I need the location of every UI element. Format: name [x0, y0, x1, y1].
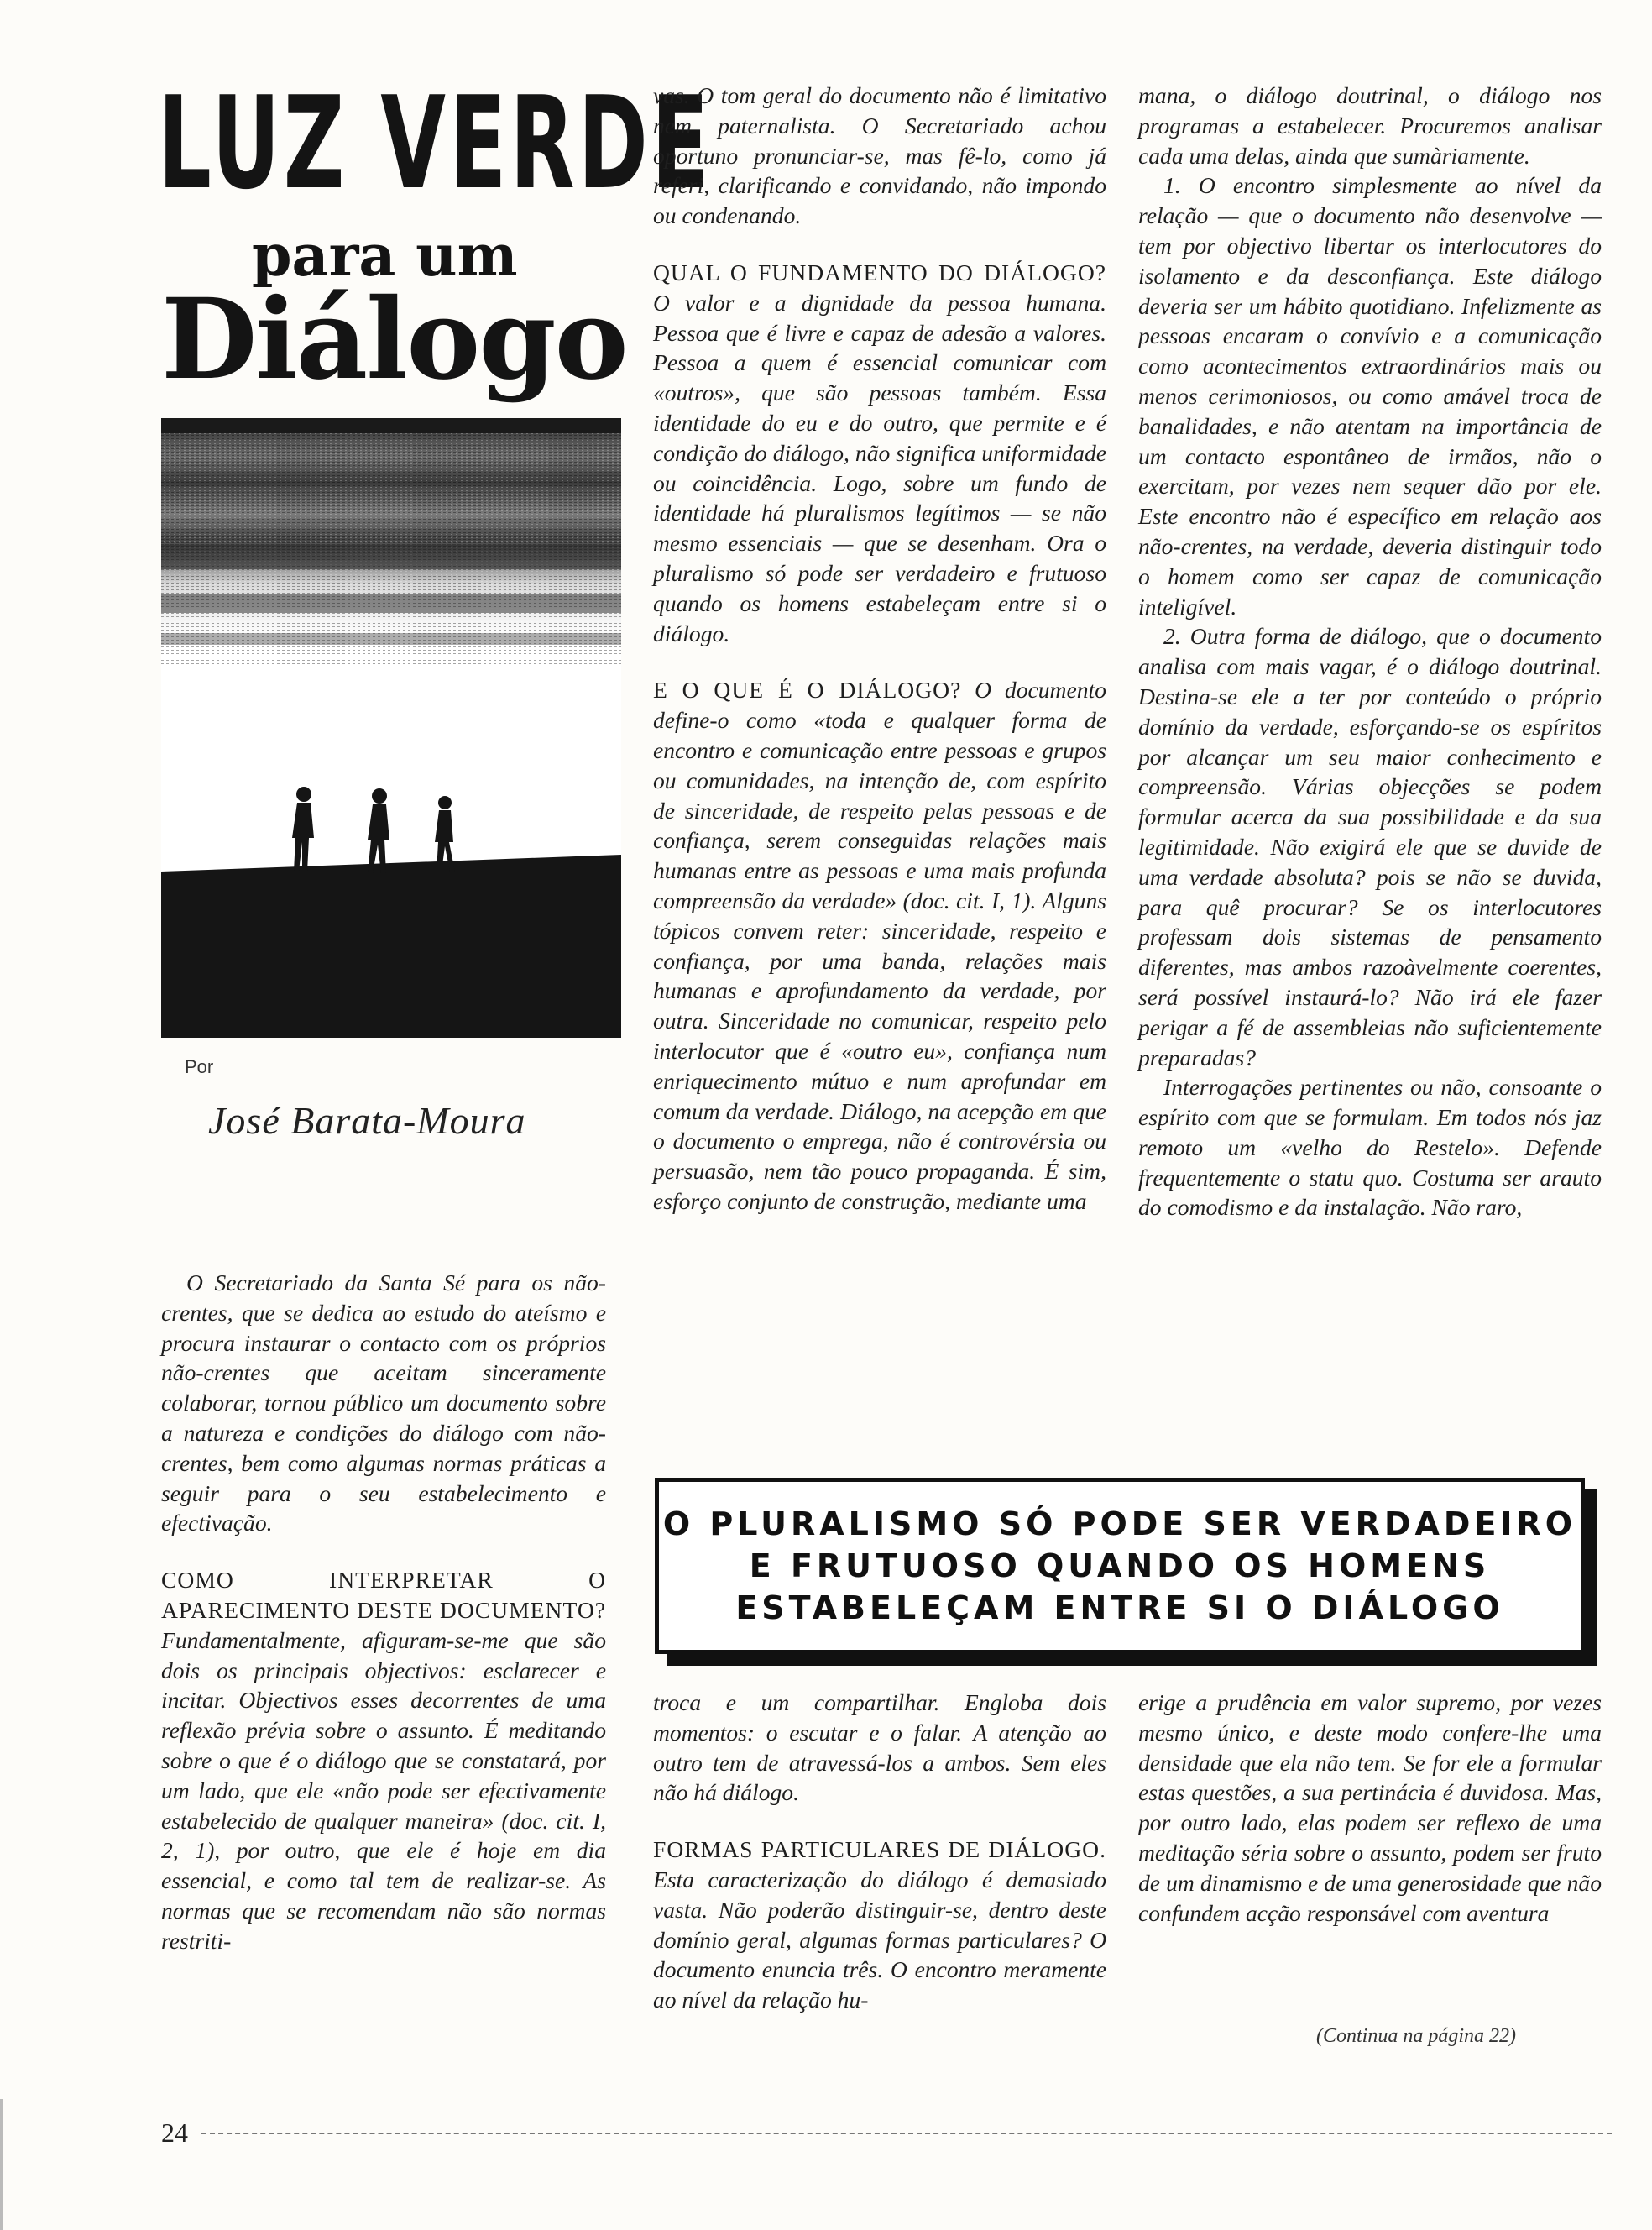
footer-rule — [201, 2133, 1612, 2134]
page-number: 24 — [161, 2117, 188, 2148]
paragraph — [653, 1835, 1106, 2015]
byline-prefix: Por — [185, 1056, 214, 1077]
paragraph — [161, 1565, 606, 1955]
section-heading: E O QUE É O DIÁLOGO? — [653, 677, 962, 704]
column-2-bottom — [653, 1688, 1106, 2015]
section-heading: QUAL O FUNDAMENTO DO DIÁLOGO? — [653, 259, 1106, 285]
column-1 — [161, 1268, 606, 1956]
pull-quote-line: O PLURALISMO SÓ PODE SER VERDADEIRO — [662, 1505, 1577, 1542]
column-3-bottom — [1138, 1688, 1602, 1928]
paragraph — [653, 675, 1106, 1216]
paragraph: mana, o diálogo doutrinal, o diálogo nos programas a estabelecer. Procuremos analisar cada uma delas, ainda que sumàriamente. — [1138, 82, 1602, 169]
paragraph: 2. Outra forma de diálogo, que o documento analisa com mais vagar, é o diálogo doutrinal. Destina-se ele a ter por conteúdo o próprio domínio da verdade, esforçando-se os espíritos por alcançar um seu maior conhecimento e compreensão. Várias objecções se podem formular acerca da sua possibilidade e da sua legitimidade. Não exigirá ele que se duvide de uma verdade absoluta? pois se não se duvida, para quê procurar? Se os interlocutores professam dois sistemas de pensamento diferentes, mas ambos razoàvelmente coerentes, será possível instaurá-lo? Não irá ele fazer perigar a fé de assembleias não suficientemente preparadas? — [1138, 623, 1602, 1071]
pull-quote-line: E FRUTUOSO QUANDO OS HOMENS — [749, 1547, 1491, 1584]
section-heading: COMO INTERPRETAR O APARECIMENTO DESTE DOCUMENTO? — [161, 1567, 606, 1623]
column-2 — [653, 81, 1106, 1217]
title-luz-verde: LUZ VERDE — [158, 69, 713, 217]
paragraph: vas. O tom geral do documento não é limitativo nem paternalista. O Secretariado achou oportuno pronunciar-se, mas fê-lo, como já referi, clarificando e convidando, não impondo ou condenando. — [653, 82, 1106, 229]
byline-author: José Barata-Moura — [208, 1099, 526, 1142]
silhouettes-on-beach-photo — [161, 418, 621, 1038]
title-dialogo: Diálogo — [161, 275, 627, 405]
paragraph: O Secretariado da Santa Sé para os não-crentes, que se dedica ao estudo do ateísmo e procura instaurar o contacto com os próprios não-crentes que aceitam sinceramente colaborar, tornou público um documento sobre a natureza e condições do diálogo com não-crentes, bem como algumas normas práticas a seguir para o seu estabelecimento e efectivação. — [161, 1269, 606, 1536]
scan-edge-mark — [0, 2099, 3, 2230]
continuation-note: (Continua na página 22) — [1316, 2025, 1516, 2047]
title-para-um: para um — [252, 222, 518, 290]
paragraph-text: O valor e a dignidade da pessoa humana. Pessoa que é livre e capaz de adesão a valores. Pessoa a quem é essencial comunicar com «outros», que são pessoas também. Essa identidade do eu e do outro, que permite e é condição do diálogo, não significa uniformidade ou coincidência. Logo, sobre um fundo de identidade há pluralismos legítimos — se não mesmo essenciais — que se desenham. Ora o pluralismo só pode ser verdadeiro e frutuoso quando os homens estabeleçam entre si o diálogo. — [653, 289, 1106, 646]
pull-quote-line: ESTABELEÇAM ENTRE SI O DIÁLOGO — [735, 1589, 1504, 1626]
paragraph-text: O documento define-o como «toda e qualquer forma de encontro e comunicação entre pessoas e grupos ou comunidades, na intenção de, com espírito de sinceridade, de respeito pelas pessoas e de confiança, serem conseguidas relações mais humanas entre as pessoas e uma mais profunda compreensão da verdade» (doc. cit. I, 1). Alguns tópicos convem reter: sinceridade, respeito e confiança, por uma banda, relações mais humanas e aprofundamento da verdade, por outra. Sinceridade no comunicar, respeito pelo interlocutor que é «outro eu», confiança num enriquecimento mútuo e num aprofundar em comum da verdade. Diálogo, na acepção em que o documento o emprega, não é controvérsia ou persuasão, nem tão pouco propaganda. É sim, esforço conjunto de construção, mediante uma — [653, 677, 1106, 1214]
paragraph: Interrogações pertinentes ou não, consoante o espírito com que se formulam. Em todos nós jaz remoto um «velho do Restelo». Defende frequentemente o statu quo. Costuma ser arauto do comodismo e da instalação. Não raro, — [1138, 1074, 1602, 1221]
paragraph: troca e um compartilhar. Engloba dois momentos: o escutar e o falar. A atenção ao outro tem de atravessá-los a ambos. Sem eles não há diálogo. — [653, 1689, 1106, 1806]
section-heading: FORMAS PARTICULARES DE DIÁLOGO. — [653, 1836, 1106, 1863]
paragraph-text: Esta caracterização do diálogo é demasiado vasta. Não poderão distinguir-se, dentro deste domínio geral, algumas formas particulares? O documento enuncia três. O encontro meramente ao nível da relação hu- — [653, 1866, 1106, 2013]
paragraph-text: Fundamentalmente, afiguram-se-me que são dois os principais objectivos: esclarecer e incitar. Objectivos esses decorrentes de uma reflexão prévia sobre o assunto. É meditando sobre o que é o diálogo que se constatará, por um lado, que ele «não pode ser efectivamente estabelecido de qualquer maneira» (doc. cit. I, 2, 1), por outro, que ele é hoje em dia essencial, e como tal tem de realizar-se. As normas que se recomendam não são normas restriti- — [161, 1626, 606, 1954]
paragraph: 1. O encontro simplesmente ao nível da relação — que o documento não desenvolve — tem por objectivo libertar os interlocutores do isolamento e da desconfiança. Este diálogo deveria ser um hábito quotidiano. Infelizmente as pessoas encaram o convívio e a comunicação como acontecimentos extraordinários mais ou menos cerimoniosos, ou como amável troca de banalidades, e não atentam na importância de um contacto espontâneo de irmãos, não o exercitam, por vezes nem sequer dão por ele. Este encontro não é específico em relação aos não-crentes, na verdade, deveria distinguir todo o homem como ser capaz de comunicação inteligível. — [1138, 172, 1602, 620]
paragraph — [653, 258, 1106, 648]
pull-quote-box — [655, 1478, 1585, 1654]
column-3 — [1138, 81, 1602, 1222]
paragraph: erige a prudência em valor supremo, por vezes mesmo único, e deste modo confere-lhe uma densidade que ela não tem. Se for ele a formular estas questões, a sua pertinácia é duvidosa. Mas, por outro lado, elas podem ser reflexo de uma meditação séria sobre o assunto, podem ser fruto de um dinamismo e de uma generosidade que não confundem acção responsável com aventura — [1138, 1689, 1602, 1926]
